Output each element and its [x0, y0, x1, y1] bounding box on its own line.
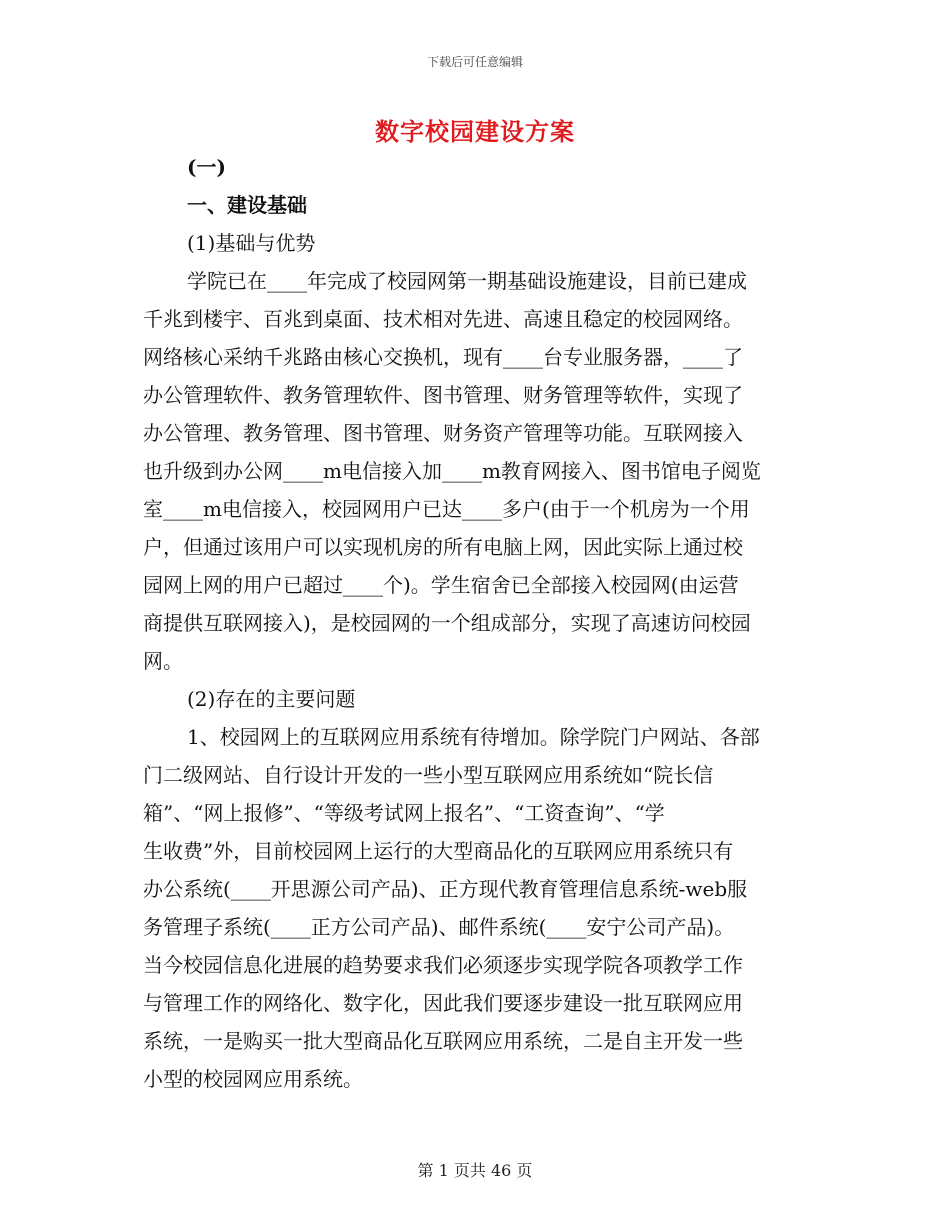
body-line: 室____m电信接入，校园网用户已达____多户(由于一个机房为一个用: [143, 497, 750, 521]
section-heading: 一、建设基础: [187, 193, 307, 217]
document-title: 数字校园建设方案: [375, 117, 575, 146]
body-line: 办公系统(____开思源公司产品)、正方现代教育管理信息系统-web服: [143, 877, 748, 901]
body-line: 也升级到办公网____m电信接入加____m教育网接入、图书馆电子阅览: [143, 459, 761, 483]
body-line: 办公管理软件、教务管理软件、图书管理、财务管理等软件，实现了: [143, 383, 743, 407]
body-line: 网络核心采纳千兆路由核心交换机，现有____台专业服务器，____了: [143, 345, 743, 369]
body-line: 1、校园网上的互联网应用系统有待增加。除学院门户网站、各部: [187, 725, 760, 749]
body-line: (1)基础与优势: [187, 231, 316, 255]
page-header: 下载后可任意编辑: [426, 55, 523, 69]
body-line: 学院已在____年完成了校园网第一期基础设施建设，目前已建成: [187, 269, 747, 293]
body-line: 系统，一是购买一批大型商品化互联网应用系统，二是自主开发一些: [143, 1029, 743, 1053]
section-heading: (一): [187, 155, 226, 179]
document-body: [143, 148, 808, 1098]
body-line: 当今校园信息化进展的趋势要求我们必须逐步实现学院各项教学工作: [143, 953, 743, 977]
body-line: 生收费”外，目前校园网上运行的大型商品化的互联网应用系统只有: [143, 839, 734, 863]
body-line: 园网上网的用户已超过____个)。学生宿舍已全部接入校园网(由运营: [143, 573, 739, 597]
body-line: 务管理子系统(____正方公司产品)、邮件系统(____安宁公司产品)。: [143, 915, 735, 939]
body-line: 商提供互联网接入)，是校园网的一个组成部分，实现了高速访问校园: [143, 611, 751, 635]
body-line: 办公管理、教务管理、图书管理、财务资产管理等功能。互联网接入: [143, 421, 743, 445]
body-line: 箱”、“网上报修”、“等级考试网上报名”、“工资查询”、“学: [143, 801, 665, 825]
body-line: 千兆到楼宇、百兆到桌面、技术相对先进、高速且稳定的校园网络。: [143, 307, 743, 331]
page-footer: 第 1 页共 46 页: [417, 1161, 533, 1180]
body-line: (2)存在的主要问题: [187, 687, 356, 711]
body-line: 与管理工作的网络化、数字化，因此我们要逐步建设一批互联网应用: [143, 991, 743, 1015]
body-line: 小型的校园网应用系统。: [143, 1067, 363, 1091]
body-line: 户，但通过该用户可以实现机房的所有电脑上网，因此实际上通过校: [143, 535, 743, 559]
body-line: 网。: [143, 649, 183, 673]
body-line: 门二级网站、自行设计开发的一些小型互联网应用系统如“院长信: [143, 763, 714, 787]
